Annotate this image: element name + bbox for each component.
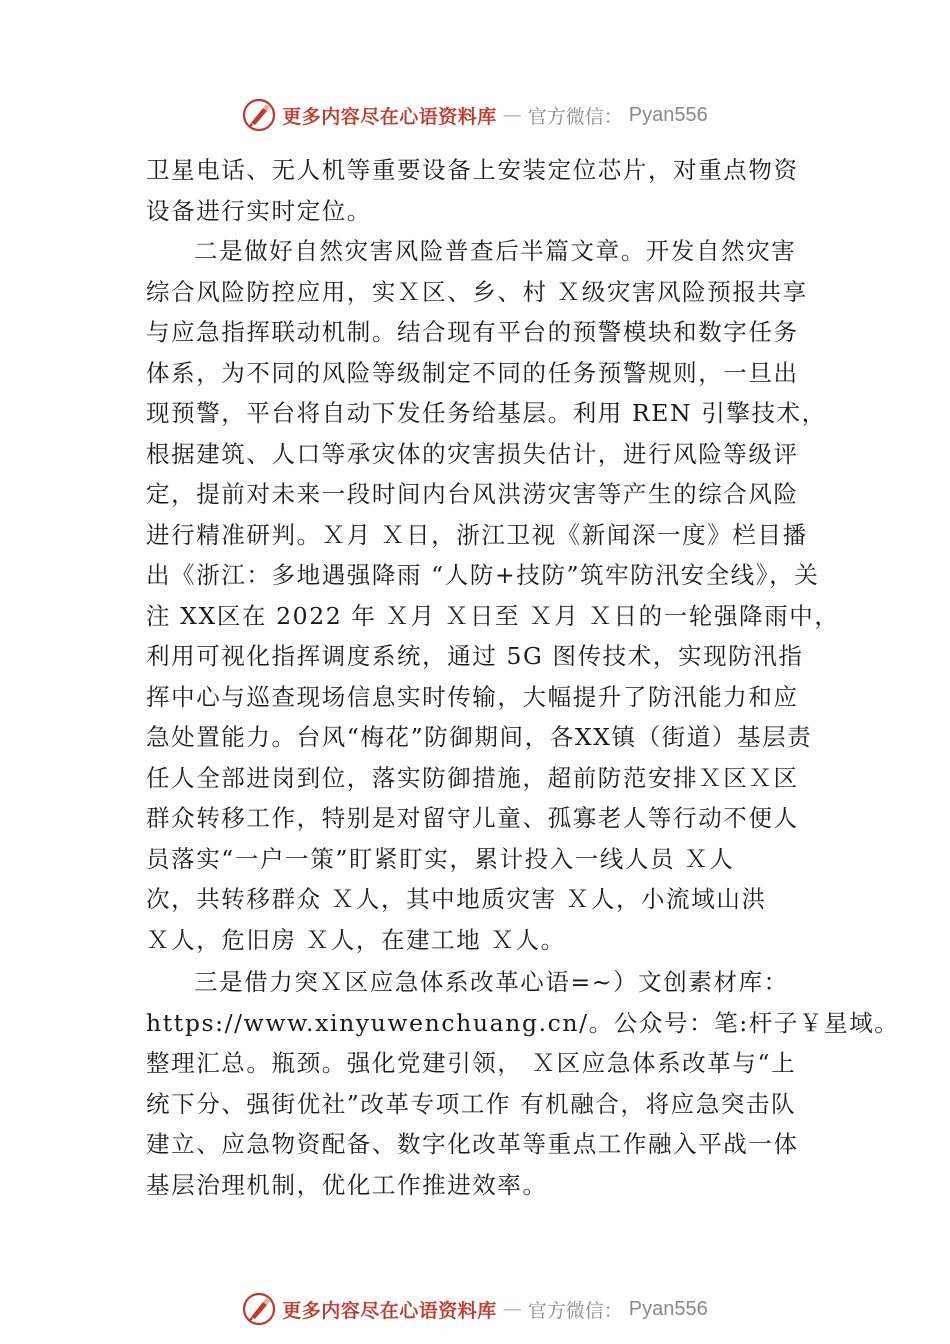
footer-wechat-label: 官方微信： <box>527 1299 623 1322</box>
document-body <box>146 150 900 1205</box>
pen-nib-logo-icon <box>242 98 276 132</box>
footer-brand-text: 更多内容尽在心语资料库 <box>282 1299 497 1322</box>
body-line: 综合风险防控应用，实Ｘ区、乡、村 Ｘ级灾害风险预报共享 <box>146 277 808 306</box>
body-line: 挥中心与巡查现场信息实时传输，大幅提升了防汛能力和应 <box>146 682 799 711</box>
body-line: 出《浙江：多地遇强降雨 “人防+技防”筑牢防汛安全线》，关 <box>146 561 820 589</box>
body-line: 定，提前对未来一段时间内台风洪涝灾害等产生的综合风险 <box>146 480 799 508</box>
body-line: 与应急指挥联动机制。结合现有平台的预警模块和数字任务 <box>146 318 799 346</box>
header-brand-text: 更多内容尽在心语资料库 <box>282 105 497 128</box>
pen-nib-logo-icon <box>242 1292 276 1326</box>
body-line: 卫星电话、无人机等重要设备上安装定位芯片，对重点物资 <box>146 156 799 184</box>
body-line: 利用可视化指挥调度系统，通过 5G 图传技术，实现防汛指 <box>146 642 804 670</box>
body-line: 二是做好自然灾害风险普查后半篇文章。开发自然灾害 <box>194 237 797 265</box>
body-line: 整理汇总。瓶颈。强化党建引领， Ｘ区应急体系改革与“上 <box>146 1049 797 1077</box>
body-line: 注 XX区在 2022 年 Ｘ月 Ｘ日至 Ｘ月 Ｘ日的一轮强降雨中， <box>146 601 840 630</box>
body-line: 基层治理机制，优化工作推进效率。 <box>146 1170 548 1199</box>
header-wechat-label: 官方微信： <box>527 105 623 128</box>
body-line: https://www.xinyuwenchuang.cn/。公众号：笔:杆子￥星域。 <box>146 1008 900 1037</box>
body-line: Ｘ人，危旧房 Ｘ人，在建工地 Ｘ人。 <box>146 925 566 954</box>
body-line: 次，共转移群众 Ｘ人，其中地质灾害 Ｘ人，小流域山洪 <box>146 885 767 913</box>
header-wechat-id: Pyan556 <box>628 103 708 126</box>
body-line: 统下分、强街优社”改革专项工作 有机融合，将应急突击队 <box>146 1089 797 1118</box>
body-line: 现预警，平台将自动下发任务给基层。利用 REN 引擎技术， <box>146 399 827 427</box>
body-line: 员落实“一户一策”盯紧盯实，累计投入一线人员 Ｘ人 <box>146 844 735 873</box>
body-line: 设备进行实时定位。 <box>146 196 372 225</box>
body-line: 根据建筑、人口等承灾体的灾害损失估计，进行风险等级评 <box>146 439 799 468</box>
body-line: 急处置能力。台风“梅花”防御期间，各XX镇（街道）基层责 <box>146 723 813 751</box>
footer-wechat-id: Pyan556 <box>628 1297 708 1320</box>
body-line: 任人全部进岗到位，落实防御措施，超前防范安排Ｘ区Ｘ区 <box>146 763 799 792</box>
header-separator: — <box>502 104 522 126</box>
body-line: 进行精准研判。Ｘ月 Ｘ日，浙江卫视《新闻深一度》栏目播 <box>146 520 808 549</box>
body-line: 建立、应急物资配备、数字化改革等重点工作融入平战一体 <box>146 1130 799 1158</box>
page-footer-banner <box>0 1289 950 1329</box>
page-header-banner <box>0 95 950 135</box>
footer-separator: — <box>502 1298 522 1320</box>
body-line: 体系，为不同的风险等级制定不同的任务预警规则，一旦出 <box>146 358 799 387</box>
body-line: 三是借力突Ｘ区应急体系改革心语=~）文创素材库： <box>194 968 789 996</box>
body-line: 群众转移工作，特别是对留守儿童、孤寡老人等行动不便人 <box>146 804 799 832</box>
